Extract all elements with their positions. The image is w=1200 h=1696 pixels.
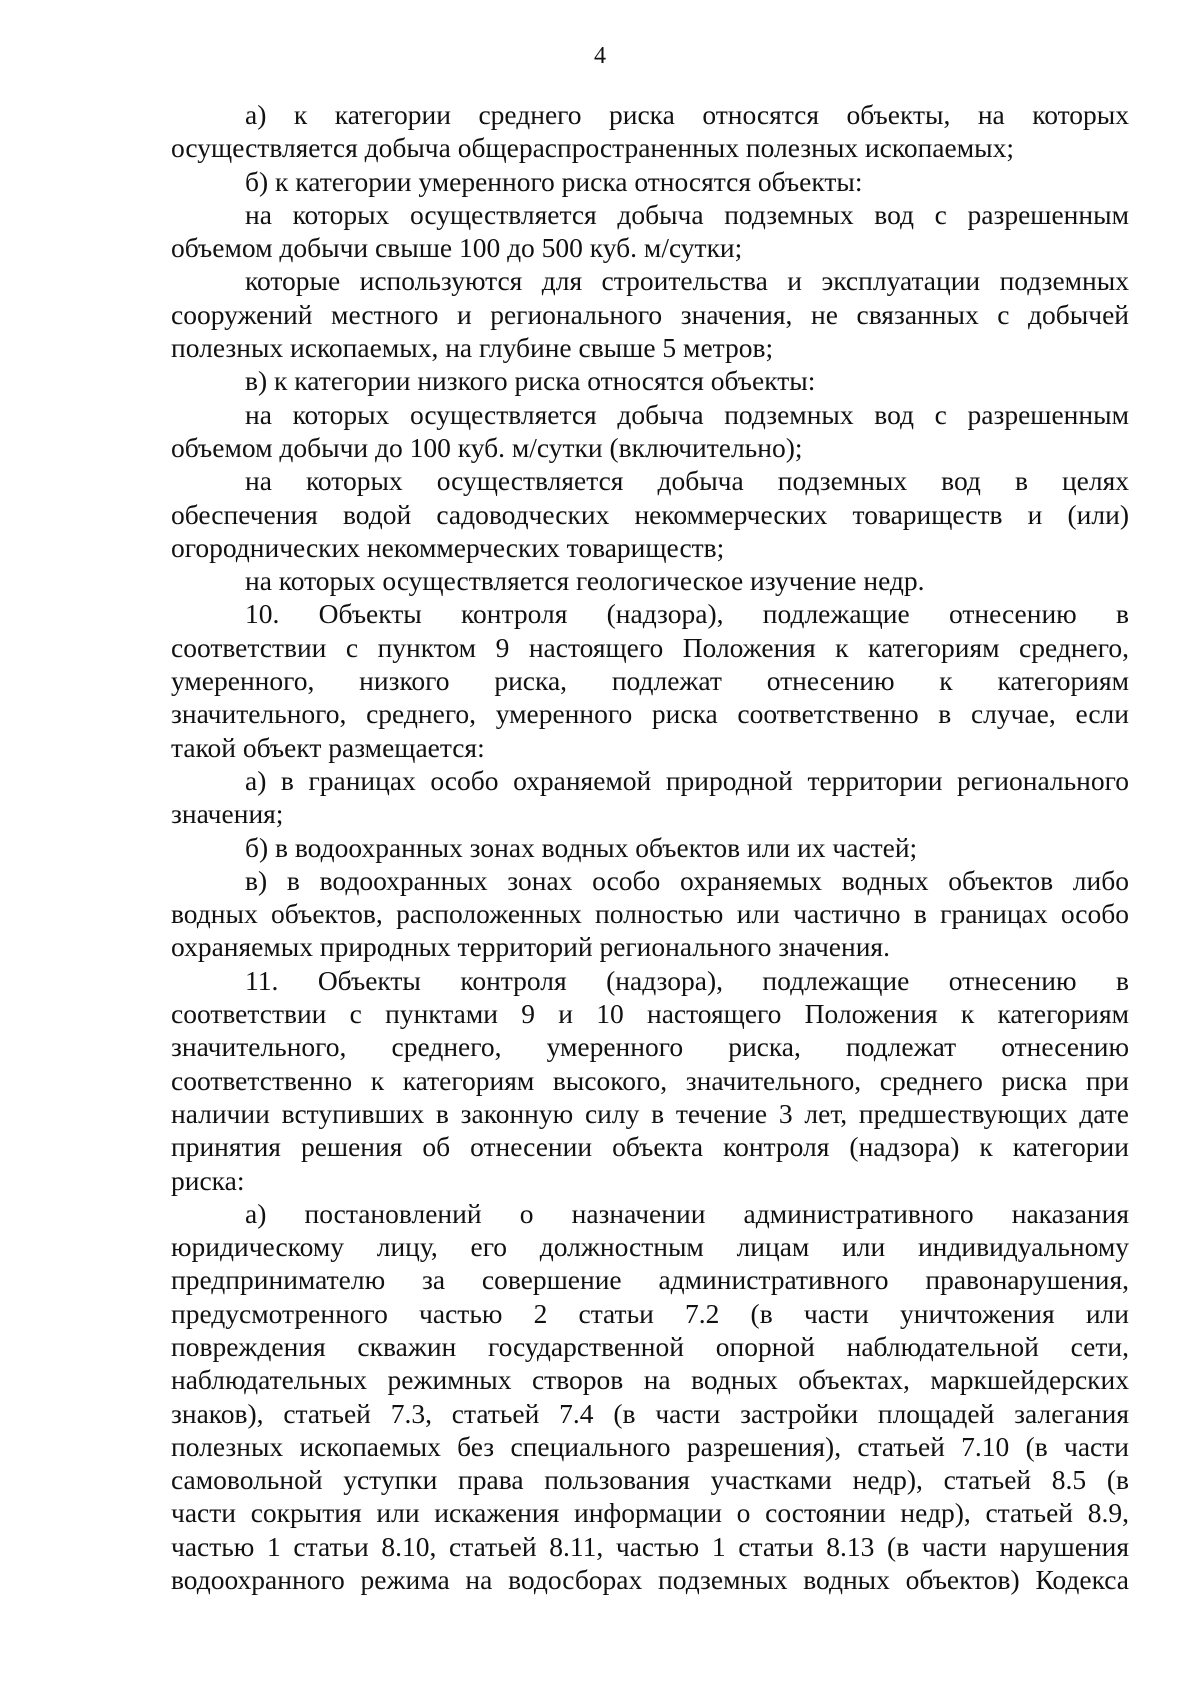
text-line: на которых осуществляется добыча подземных вод в целях bbox=[245, 465, 1129, 497]
paragraph bbox=[171, 964, 1129, 1197]
text-line: в) в водоохранных зонах особо охраняемых водных объектов либо bbox=[245, 864, 1129, 896]
text-line: 11. Объекты контроля (надзора), подлежащие отнесению в bbox=[245, 964, 1129, 996]
text-line: а) постановлений о назначении административного наказания bbox=[245, 1197, 1129, 1229]
paragraph bbox=[171, 597, 1129, 763]
text-line: на которых осуществляется добыча подземных вод с разрешенным bbox=[245, 398, 1129, 430]
paragraph bbox=[171, 364, 1129, 397]
text-line: объемом добычи до 100 куб. м/сутки (включительно); bbox=[171, 431, 803, 463]
paragraph bbox=[171, 764, 1129, 831]
document-body bbox=[171, 98, 1129, 1596]
text-line: на которых осуществляется добыча подземных вод с разрешенным bbox=[245, 198, 1129, 230]
text-line: водных объектов, расположенных полностью или частично в границах особо bbox=[171, 898, 1129, 930]
text-line: наличии вступивших в законную силу в течение 3 лет, предшествующих дате bbox=[171, 1097, 1129, 1129]
text-line: части сокрытия или искажения информации о состоянии недр), статьей 8.9, bbox=[171, 1497, 1129, 1529]
text-line: значительного, среднего, умеренного риска, подлежат отнесению bbox=[171, 1031, 1129, 1063]
text-line: знаков), статьей 7.3, статьей 7.4 (в части застройки площадей залегания bbox=[171, 1397, 1129, 1429]
text-line: 10. Объекты контроля (надзора), подлежащие отнесению в bbox=[245, 598, 1129, 630]
paragraph bbox=[171, 198, 1129, 265]
text-line: такой объект размещается: bbox=[171, 731, 485, 763]
text-line: юридическому лицу, его должностным лицам или индивидуальному bbox=[171, 1231, 1129, 1263]
text-line: соответствии с пунктом 9 настоящего Положения к категориям среднего, bbox=[171, 631, 1129, 663]
text-line: предусмотренного частью 2 статьи 7.2 (в части уничтожения или bbox=[171, 1297, 1129, 1329]
text-line: осуществляется добыча общераспространенных полезных ископаемых; bbox=[171, 132, 1014, 164]
text-line: объемом добычи свыше 100 до 500 куб. м/сутки; bbox=[171, 232, 743, 264]
text-line: огороднических некоммерческих товариществ; bbox=[171, 531, 725, 563]
text-line: которые используются для строительства и эксплуатации подземных bbox=[245, 265, 1129, 297]
text-line: умеренного, низкого риска, подлежат отнесению к категориям bbox=[171, 665, 1129, 697]
text-line: б) к категории умеренного риска относятся объекты: bbox=[245, 165, 863, 197]
paragraph bbox=[171, 398, 1129, 465]
paragraph bbox=[171, 1197, 1129, 1597]
paragraph bbox=[171, 165, 1129, 198]
page-number: 4 bbox=[594, 43, 606, 69]
paragraph bbox=[171, 464, 1129, 564]
paragraph bbox=[171, 264, 1129, 364]
paragraph bbox=[171, 864, 1129, 964]
paragraph bbox=[171, 564, 1129, 597]
text-line: принятия решения об отнесении объекта контроля (надзора) к категории bbox=[171, 1131, 1129, 1163]
text-line: на которых осуществляется геологическое изучение недр. bbox=[245, 565, 925, 597]
text-line: обеспечения водой садоводческих некоммерческих товариществ и (или) bbox=[171, 498, 1129, 530]
text-line: наблюдательных режимных створов на водных объектах, маркшейдерских bbox=[171, 1364, 1129, 1396]
text-line: водоохранного режима на водосборах подземных водных объектов) Кодекса bbox=[171, 1564, 1129, 1596]
text-line: самовольной уступки права пользования участками недр), статьей 8.5 (в bbox=[171, 1464, 1129, 1496]
paragraph bbox=[171, 831, 1129, 864]
text-line: полезных ископаемых без специального разрешения), статьей 7.10 (в части bbox=[171, 1430, 1129, 1462]
text-line: повреждения скважин государственной опорной наблюдательной сети, bbox=[171, 1330, 1129, 1362]
text-line: частью 1 статьи 8.10, статьей 8.11, частью 1 статьи 8.13 (в части нарушения bbox=[171, 1530, 1129, 1562]
text-line: соответственно к категориям высокого, значительного, среднего риска при bbox=[171, 1064, 1129, 1096]
text-line: соответствии с пунктами 9 и 10 настоящего Положения к категориям bbox=[171, 998, 1129, 1030]
text-line: б) в водоохранных зонах водных объектов или их частей; bbox=[245, 831, 918, 863]
text-line: значительного, среднего, умеренного риска соответственно в случае, если bbox=[171, 698, 1129, 730]
text-line: а) в границах особо охраняемой природной территории регионального bbox=[245, 764, 1129, 796]
text-line: риска: bbox=[171, 1164, 245, 1196]
text-line: предпринимателю за совершение административного правонарушения, bbox=[171, 1264, 1129, 1296]
paragraph bbox=[171, 98, 1129, 165]
text-line: полезных ископаемых, на глубине свыше 5 метров; bbox=[171, 332, 774, 364]
text-line: значения; bbox=[171, 798, 284, 830]
text-line: охраняемых природных территорий регионального значения. bbox=[171, 931, 890, 963]
text-line: а) к категории среднего риска относятся объекты, на которых bbox=[245, 99, 1129, 130]
text-line: в) к категории низкого риска относятся объекты: bbox=[245, 365, 816, 397]
text-line: сооружений местного и регионального значения, не связанных с добычей bbox=[171, 298, 1129, 330]
